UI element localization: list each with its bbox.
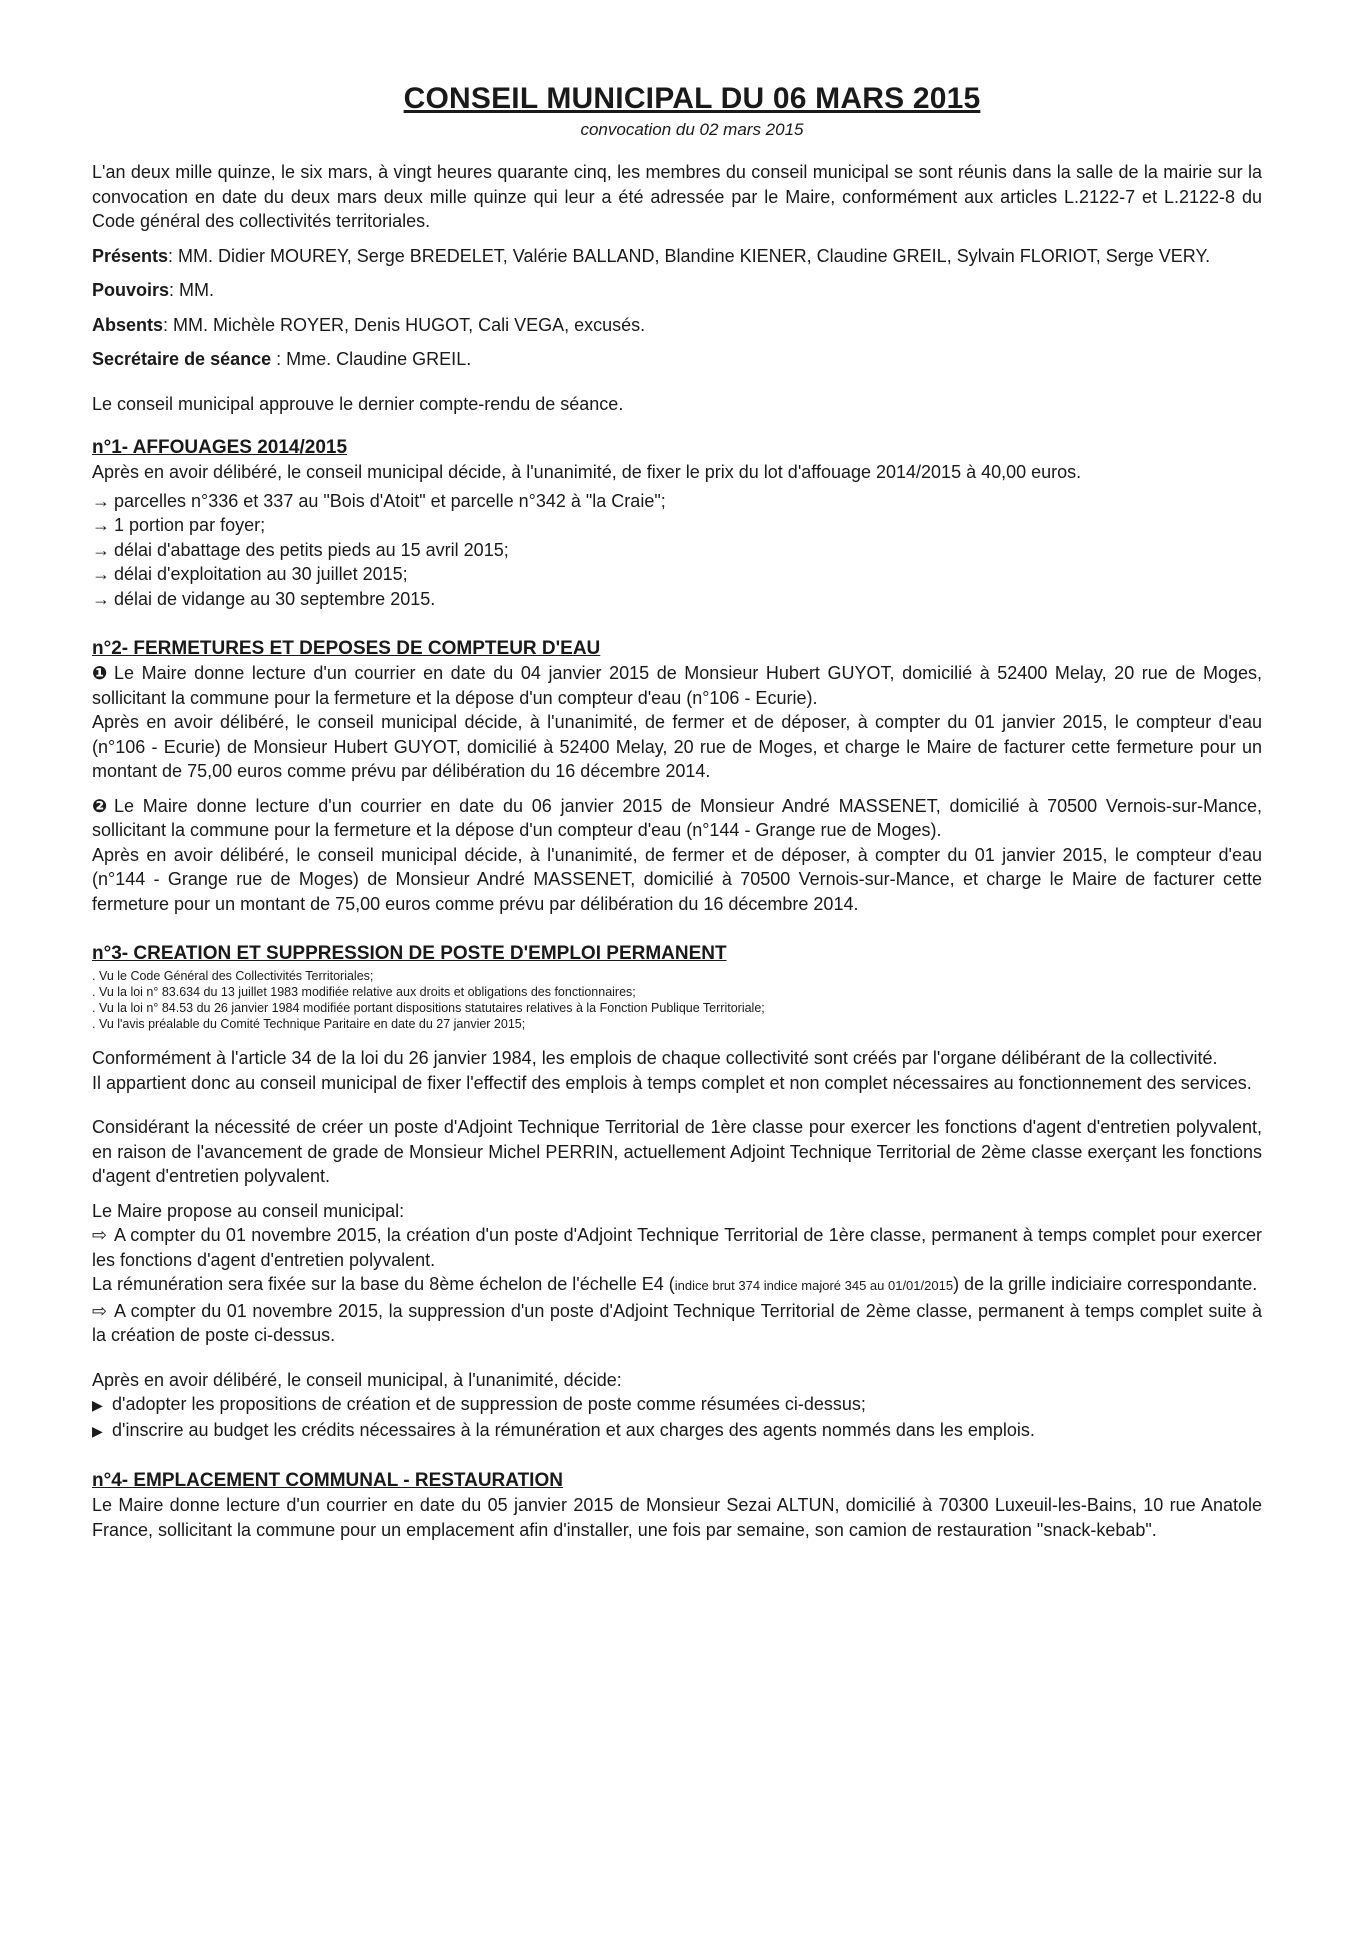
section3-p7: ⇨ A compter du 01 novembre 2015, la suppression d'un poste d'Adjoint Technique Territorial de 2ème classe, permanent à temps complet suite à la création de poste ci-dessus. bbox=[92, 1300, 1262, 1345]
secretaire-label: Secrétaire de séance bbox=[92, 349, 272, 369]
vu-list bbox=[92, 968, 1262, 1032]
arrow-right-icon: → bbox=[92, 515, 110, 535]
absents-text: : MM. Michèle ROYER, Denis HUGOT, Cali VEGA, excusés. bbox=[163, 314, 646, 335]
presents-label: Présents bbox=[92, 245, 169, 266]
decision-item: ▶ d'adopter les propositions de création et de suppression de poste comme résumées ci-dessus; bbox=[92, 1392, 1262, 1418]
vu-item: . Vu le Code Général des Collectivités Territoriales; bbox=[92, 969, 374, 983]
list-item: → délai de vidange au 30 septembre 2015. bbox=[92, 587, 1262, 612]
section2-p3: ❷ Le Maire donne lecture d'un courrier en date du 06 janvier 2015 de Monsieur André MASSENET, domicilié à 70500 Vernois-sur-Mance, sollicitant la commune pour la fermeture et la dépose d'un compteur d'eau (n°144 - Grange rue de Moges). bbox=[92, 795, 1262, 840]
triangle-bullet-icon: ▶ bbox=[92, 1422, 103, 1439]
section3-p5: ⇨ A compter du 01 novembre 2015, la création d'un poste d'Adjoint Technique Territorial de 1ère classe, permanent à temps complet pour exercer les fonctions d'agent d'entretien polyvalent. bbox=[92, 1225, 1262, 1270]
pouvoirs-line bbox=[92, 278, 1262, 303]
section-poste bbox=[92, 942, 1262, 1443]
arrow-right-icon: → bbox=[92, 564, 110, 584]
intro-paragraph: L'an deux mille quinze, le six mars, à vingt heures quarante cinq, les membres du conseil municipal se sont réunis dans la salle de la mairie sur la convocation en date du deux mars deux mille quinze qui leur a été adressée par le Maire, conformément aux articles L.2122-7 et L.2122-8 du Code général des collectivités territoriales. bbox=[92, 162, 1262, 231]
section3-p1: Conformément à l'article 34 de la loi du 26 janvier 1984, les emplois de chaque collectivité sont créés par l'organe délibérant de la collectivité. bbox=[92, 1048, 1218, 1068]
section3-p8: Après en avoir délibéré, le conseil municipal, à l'unanimité, décide: bbox=[92, 1369, 622, 1390]
vu-item: . Vu l'avis préalable du Comité Technique Paritaire en date du 27 janvier 2015; bbox=[92, 1017, 526, 1031]
section-affouages bbox=[92, 436, 1262, 611]
section-emplacement bbox=[92, 1469, 1262, 1542]
section1-list bbox=[92, 489, 1262, 612]
absents-label: Absents bbox=[92, 314, 164, 335]
arrow-right-icon: → bbox=[92, 539, 110, 560]
section3-p2: Il appartient donc au conseil municipal de fixer l'effectif des emplois à temps complet et non complet nécessaires au fonctionnement des services. bbox=[92, 1072, 1252, 1093]
pouvoirs-text: : MM. bbox=[169, 280, 215, 300]
section1-text: Après en avoir délibéré, le conseil municipal décide, à l'unanimité, de fixer le prix du lot d'affouage 2014/2015 à 40,00 euros. bbox=[92, 462, 1082, 482]
presents-line bbox=[92, 244, 1262, 269]
section2-title: n°2- FERMETURES ET DEPOSES DE COMPTEUR D'EAU bbox=[92, 638, 601, 659]
absents-line bbox=[92, 313, 1262, 338]
decision-item: ▶ d'inscrire au budget les crédits nécessaires à la rémunération et aux charges des agents nommés dans les emplois. bbox=[92, 1418, 1262, 1444]
list-item: → délai d'exploitation au 30 juillet 2015; bbox=[92, 562, 1262, 587]
circled-one-icon: ❶ bbox=[92, 663, 108, 683]
list-item: → parcelles n°336 et 337 au "Bois d'Atoit" et parcelle n°342 à "la Craie"; bbox=[92, 489, 1262, 514]
secretaire-text: : Mme. Claudine GREIL. bbox=[271, 349, 472, 369]
arrow-right-icon: → bbox=[92, 588, 110, 609]
section2-p1: ❶ Le Maire donne lecture d'un courrier en date du 04 janvier 2015 de Monsieur Hubert GUYOT, domicilié à 52400 Melay, 20 rue de Moges, sollicitant la commune pour la fermeture et la dépose d'un compteur d'eau (n°106 - Ecurie). bbox=[92, 663, 1262, 708]
list-item: → 1 portion par foyer; bbox=[92, 513, 1262, 538]
page-title: CONSEIL MUNICIPAL DU 06 MARS 2015 bbox=[403, 82, 981, 115]
section3-title: n°3- CREATION ET SUPPRESSION DE POSTE D'EMPLOI PERMANENT bbox=[92, 943, 727, 964]
section4-title: n°4- EMPLACEMENT COMMUNAL - RESTAURATION bbox=[92, 1470, 563, 1491]
section-compteur bbox=[92, 637, 1262, 916]
vu-item: . Vu la loi n° 83.634 du 13 juillet 1983 modifiée relative aux droits et obligations des fonctionnaires; bbox=[92, 985, 636, 999]
approval-line: Le conseil municipal approuve le dernier compte-rendu de séance. bbox=[92, 393, 624, 414]
pouvoirs-label: Pouvoirs bbox=[92, 280, 170, 300]
circled-two-icon: ❷ bbox=[92, 795, 108, 816]
section4-p1: Le Maire donne lecture d'un courrier en date du 05 janvier 2015 de Monsieur Sezai ALTUN, domicilié à 70300 Luxeuil-les-Bains, 10 rue Anatole France, sollicitant la commune pour un emplacement afin d'installer, une fois par semaine, son camion de restauration "snack-kebab". bbox=[92, 1495, 1262, 1540]
section3-p3: Considérant la nécessité de créer un poste d'Adjoint Technique Territorial de 1ère classe pour exercer les fonctions d'agent d'entretien polyvalent, en raison de l'avancement de grade de Monsieur Michel PERRIN, actuellement Adjoint Technique Territorial de 2ème classe exerçant les fonctions d'agent d'entretien polyvalent. bbox=[92, 1117, 1262, 1186]
presents-text: : MM. Didier MOUREY, Serge BREDELET, Valérie BALLAND, Blandine KIENER, Claudine GREIL, Sylvain FLORIOT, Serge VERY. bbox=[168, 245, 1211, 266]
section2-p2: Après en avoir délibéré, le conseil municipal décide, à l'unanimité, de fermer et de déposer, à compter du 01 janvier 2015, le compteur d'eau (n°106 - Ecurie) de Monsieur Hubert GUYOT, domicilié à 52400 Melay, 20 rue de Moges, et charge le Maire de facturer cette fermeture pour un montant de 75,00 euros comme prévu par délibération du 16 décembre 2014. bbox=[92, 712, 1262, 781]
outline-arrow-right-icon: ⇨ bbox=[92, 1225, 108, 1245]
secretaire-line bbox=[92, 347, 1262, 372]
arrow-right-icon: → bbox=[92, 490, 110, 511]
page-subtitle: convocation du 02 mars 2015 bbox=[580, 120, 804, 139]
section1-title: n°1- AFFOUAGES 2014/2015 bbox=[92, 437, 348, 458]
section2-p4: Après en avoir délibéré, le conseil municipal décide, à l'unanimité, de fermer et de déposer, à compter du 01 janvier 2015, le compteur d'eau (n°144 - Grange rue de Moges) de Monsieur André MASSENET, domicilié à 70500 Vernois-sur-Mance, et charge le Maire de facturer cette fermeture pour un montant de 75,00 euros comme prévu par délibération du 16 décembre 2014. bbox=[92, 844, 1262, 914]
section3-p6: La rémunération sera fixée sur la base du 8ème échelon de l'échelle E4 (indice brut 374 indice majoré 345 au 01/01/2015) de la grille indiciaire correspondante. bbox=[92, 1274, 1258, 1294]
outline-arrow-right-icon: ⇨ bbox=[92, 1300, 108, 1321]
section3-p4: Le Maire propose au conseil municipal: bbox=[92, 1200, 405, 1221]
vu-item: . Vu la loi n° 84.53 du 26 janvier 1984 modifiée portant dispositions statutaires relatives à la Fonction Publique Territoriale; bbox=[92, 1001, 765, 1015]
triangle-bullet-icon: ▶ bbox=[92, 1397, 103, 1413]
list-item: → délai d'abattage des petits pieds au 15 avril 2015; bbox=[92, 538, 1262, 563]
